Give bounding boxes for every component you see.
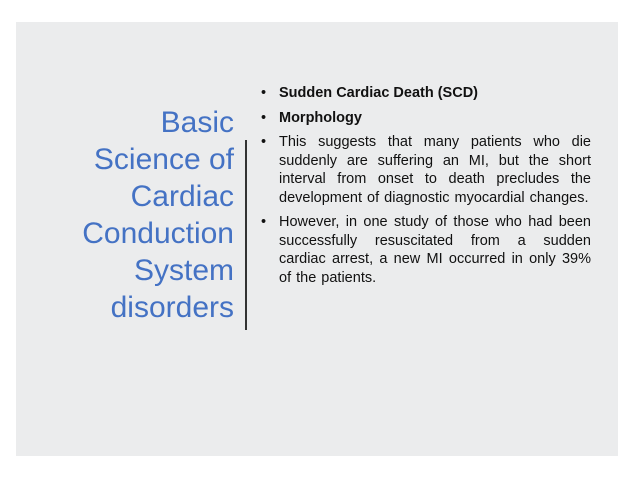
bullet-item — [261, 109, 591, 128]
bullet-dot: • — [261, 134, 267, 150]
title-line: Cardiac — [130, 180, 234, 213]
title-line: Science of — [93, 143, 234, 176]
bullet-item — [261, 84, 591, 103]
slide — [16, 22, 618, 456]
bullet-text: However, in one study of those who had been successfully resuscitated from a sudden cardiac arrest, a new MI occurred in only 39% of the patients. — [279, 214, 591, 286]
title-line: System — [133, 254, 234, 287]
bullet-item — [261, 133, 591, 207]
title-line: Conduction — [82, 217, 234, 250]
title-line: disorders — [110, 291, 234, 324]
bullet-list — [261, 84, 591, 293]
bullet-dot: • — [261, 109, 267, 126]
slide-title — [26, 104, 234, 326]
bullet-text: Sudden Cardiac Death (SCD) — [279, 85, 478, 101]
bullet-dot: • — [261, 214, 267, 230]
bullet-item — [261, 213, 591, 287]
bullet-dot: • — [261, 85, 267, 101]
bullet-text: Morphology — [279, 109, 362, 126]
title-divider — [245, 140, 247, 330]
bullet-text: This suggests that many patients who die suddenly are suffering an MI, but the short interval from onset to death precludes the development of diagnostic myocardial changes. — [279, 134, 591, 206]
title-line: Basic — [160, 106, 234, 139]
